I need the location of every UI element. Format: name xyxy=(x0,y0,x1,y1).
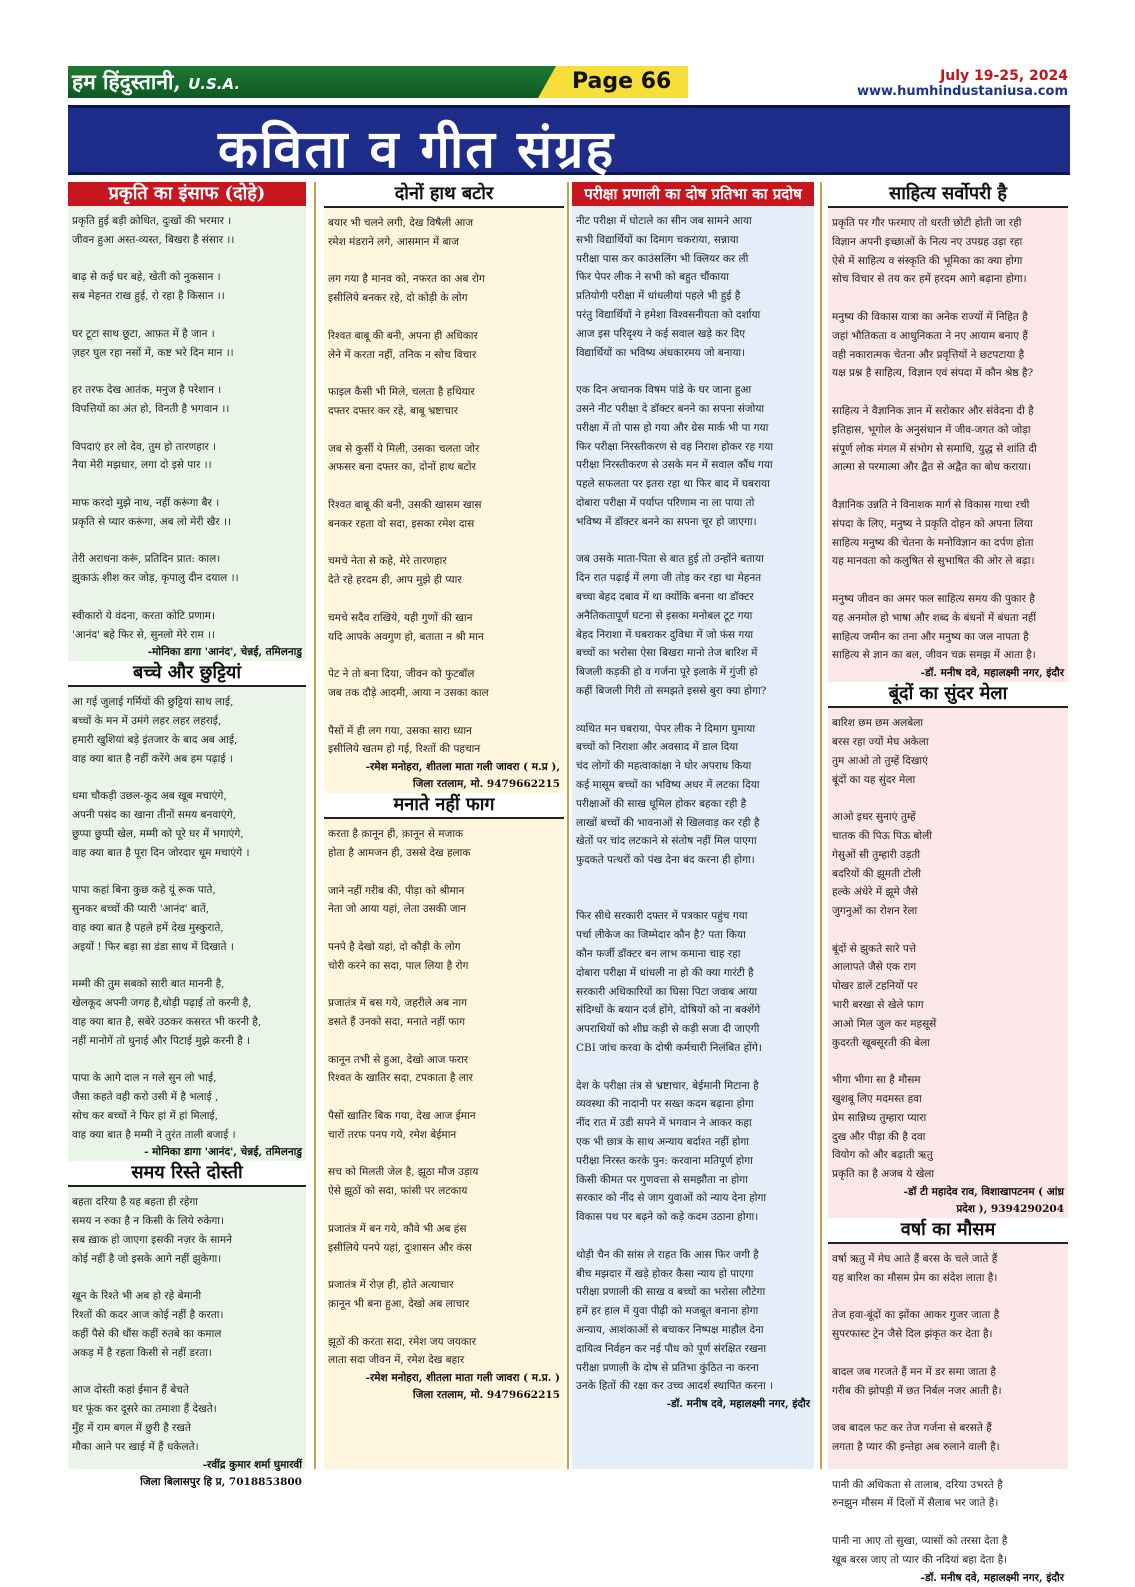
poem-text: बयार भी चलने लगी, देख विषैली आज रमेश मंडराने लगे, आसमान में बाज लग गया है मानव को, नफरत का अब रोग इसीलिये बनकर रहे, दो कोड़ी के लोग रिश्वत बाबू की बनी, अपना ही अधिकार लेने में करता नहीं, तनिक न सोच विचार फाइल कैसी भी मिले, चलता है हथियार दफ्तर दफ्तर कर रहे, बाबू भ्रष्टाचार जब से कुर्सी ये मिली, उसका चलता जोर अफसर बना दफ्तर का, दोनों हाथ बटोर रिश्वत बाबू की बनी, उसकी खासम खास बनकर रहता वो सदा, इसका रमेश दास चमचे नेता से कहे, मेरे तारणहार देते रहे हरदम ही, आप मुझे ही प्यार चमचे सदैव राखिये, यही गुणों की खान यदि आपके अवगुण हो, बताता न श्री मान पेट ने तो बना दिया, जीवन को फुटबॉल जब तक दौड़े आदमी, आया न उसका काल पैसों में ही लग गया, उसका सारा ध्यान इसीलिये खतम हो गई, रिश्तों की पहचान xyxy=(328,217,489,756)
poem-author: -डॉ. मनीष दवे, महालक्ष्मी नगर, इंदौर xyxy=(920,1571,1064,1584)
poem-title: साहित्य सर्वोपरी है xyxy=(828,182,1068,208)
poem-author: -डॉ टी महादेव राव, विशाखापटनम ( आंध्र प्रदेश ), 9394290204 xyxy=(903,1186,1064,1216)
poem-author: -डॉ. मनीष दवे, महालक्ष्मी नगर, इंदौर xyxy=(920,667,1064,680)
column-2 xyxy=(324,182,564,1469)
poem-author: -रवींद्र कुमार शर्मा घुमारवीं जिला बिलासपुर हि प्र, 7018853800 xyxy=(140,1458,302,1488)
poem-author: - मोनिका डागा 'आनंद', चेन्नई, तमिलनाडु xyxy=(144,1146,302,1159)
website-link[interactable]: www.humhindustaniusa.com xyxy=(856,84,1068,99)
masthead-bar xyxy=(68,66,688,98)
column-divider xyxy=(820,182,822,1469)
poem-title: बूंदों का सुंदर मेला xyxy=(828,682,1068,708)
poem-title: बच्चे और छुट्टियां xyxy=(68,661,306,687)
poem-author: -मोनिका डागा 'आनंद', चेन्नई, तमिलनाडु xyxy=(147,646,302,659)
banner-title: कविता व गीत संग्रह xyxy=(218,120,616,180)
masthead-title: हम हिंदुस्तानी, U.S.A. xyxy=(72,69,241,94)
poem-title: वर्षा का मौसम xyxy=(828,1218,1068,1244)
poem-title: परीक्षा प्रणाली का दोष प्रतिभा का प्रदोष xyxy=(572,182,814,206)
poem-title: दोनों हाथ बटोर xyxy=(324,182,564,208)
poem-text: वर्षा ऋतु में मेघ आते हैं बरस के चले जाते हैं यह बारिश का मौसम प्रेम का संदेश लाता है। तेज हवा-बूंदों का झोंका आकर गुजर जाता है सुपरफास्ट ट्रेन जैसे दिल झंकृत कर देता है। बादल जब गरजते हैं मन में डर समा जाता है गरीब की झोपड़ी में छत निर्बल नजर आती है। जब बादल फट कर तेज गर्जना से बरसते हैं लगता है प्यार की इन्तेहा अब रुलाने वाली है। पानी की अधिकता से तालाब, दरिया उभरते है रुनझुन मौसम में दिलों में सैलाब भर जाते है। पानी ना आए तो सुखा, प्यासों को तरसा देता है खूब बरस जाए तो प्यार की नदियां बहा देता है। xyxy=(832,1253,1008,1566)
column-4 xyxy=(828,182,1068,1584)
poem-text: करता है क़ानून ही, क़ानून से मजाक होता है आमजन ही, उससे देख हलाक जाने नहीं गरीब की, पीड़ा को श्रीमान नेता जो आया यहां, लेता उसकी जान पनपे है देखो यहां, दो कौड़ी के लोग चोरी करने का सदा, पाल लिया है रोग प्रजातंत्र में बस गये, जहरीले अब नाग डसते हैं उनको सदा, मनाते नहीं फाग कानून तभी से हुआ, देखो आज फरार रिश्वत के खातिर सदा, टपकाता है लार पैसों खातिर बिक गया, देख आज ईमान चारों तरफ पनप गये, रमेश बेईमान सच को मिलती जेल है, झूठा मौज उड़ाय ऐसे झूठों को सदा, फांसी पर लटकाय प्रजातंत्र में बन गये, कौवे भी अब हंस इसीलिये पनपे यहां, दुःशासन और कंस प्रजातंत्र में रोज़ ही, होते अत्याचार क़ानून भी बना हुआ, देखो अब लाचार झूठों की करता सदा, रमेश जय जयकार लाता सदा जीवन में, रमेश देख बहार xyxy=(328,828,479,1367)
column-divider xyxy=(314,182,316,1469)
masthead-usa: U.S.A. xyxy=(188,75,241,93)
poem-text: बहता दरिया है यह बहता ही रहेगा समय न रुका है न किसी के लिये रुकेगा। सब ख़ाक हो जाएगा इसकी नज़र के सामने कोई नहीं है जो इसके आगे नहीं झुकेगा। खून के रिश्ते भी अब हो रहे बेमानी रिश्तों की कदर आज कोई नहीं है करता। कहीं पैसे की धौंस कहीं रुतबे का कमाल अकड़ में है रहता किसी से नहीं डरता। आज दोस्ती कहां ईमान हैं बेचते घर फूंक कर दूसरे का तमाशा हैं देखते। मुँह में राम बगल में छुरी है रखते मौका आने पर खाई में हैं धकेलते। xyxy=(72,1196,233,1453)
poem-title: समय रिस्ते दोस्ती xyxy=(68,1161,306,1187)
poem-text: प्रकृति पर गौर फरमाए तो धरती छोटी होती जा रही विज्ञान अपनी इच्छाओं के नित्य नए उपग्रह उड़ा रहा ऐसे में साहित्य व संस्कृति की भूमिका का क्या होगा सोच विचार से तय कर हमें हरदम आगे बढ़ाना होगा। मनुष्य की विकास यात्रा का अनेक राज्यों में निहित है जहां भौतिकता व आधुनिकता ने नए आयाम बनाए हैं वही नकारात्मक चेतना और प्रवृत्तियों ने छटपटाया है यक्ष प्रश्न है साहित्य, विज्ञान एवं संपदा में कौन श्रेष्ठ है? साहित्य ने वैज्ञानिक ज्ञान में सरोकार और संवेदना दी है इतिहास, भूगोल के अनुसंधान में जीव-जगत को जोड़ा संपूर्ण लोक मंगल में संभोग से समाधि, युद्ध से शांति दी आत्मा से परमात्मा और द्वैत से अद्वैत का बोध कराया। वैज्ञानिक उन्नति ने विनाशक मार्ग से विकास गाथा रची संपदा के लिए, मनुष्य ने प्रकृति दोहन को अपना लिया साहित्य मनुष्य की चेतना के मनोविज्ञान का दर्पण होता यह मानवता को कलुषित से सुभाषित की ओर ले बढ़ा। मनुष्य जीवन का अमर फल साहित्य समय की पुकार है यह अनमोल हो भाषा और शब्द के बंधनों में बंधता नहीं साहित्य जमीन का तना और मनुष्य का जल नापता है साहित्य से ज्ञान का बल, जीवन चक्र समझ में आता है। xyxy=(832,217,1037,662)
section-banner xyxy=(68,105,1070,180)
poem-text: प्रकृति हुई बड़ी क्रोधित, दुःखों की भरमार । जीवन हुआ अस्त-व्यस्त, बिखरा है संसार ।। बाढ़ से कई घर बहे, खेती को नुकसान । सब मेहनत राख हुई, रो रहा है किसान ।। घर टूटा साथ छूटा, आफ़त में है जान । ज़हर घुल रहा नसों में, कष्ट भरे दिन मान ।। हर तरफ देख आतंक, मनुज है परेशान । विपत्तियों का अंत हो, विनती है भगवान ।। विपदाएं हर लो देव, तुम हो तारणहार । नैया मेरी मझधार, लगा दो इसे पार ।। माफ करदो मुझे नाथ, नहीं करूंगा बैर । प्रकृति से प्यार करूंगा, अब लो मेरी खैर ।। तेरी अराधना करूं, प्रतिदिन प्रात: काल। झुकाऊं शीश कर जोड़, कृपालु दीन दयाल ।। स्वीकारो ये वंदना, करता कोटि प्रणाम। 'आनंद' बहे फिर से, सुनलो मेरे राम ।। xyxy=(72,215,239,641)
poem-text: बारिश छम छम अलबेला बरस रहा ज्यों मेघ अकेला तुम आओ तो तुम्हें दिखाएं बूंदों का यह सुंदर मेला आओ इधर सुनाएं तुम्हें चातक की पिऊ पिऊ बोली गेसुओं सी तुम्हारी उड़ती बदरियों की झूमती टोली हल्के अंधेरे में झूमे जैसे जुगनुओं का रोशन रेला बूंदों से झुकते सारे पत्ते आलापते जैसे एक राग पोखर डालें टहनियों पर भारी बरखा से खेले फाग आओ मिल जुल कर महसूसें कुदरती खूबसूरती की बेला भीगा भीगा सा है मौसम खुशबू लिए मदमस्त हवा प्रेम सान्निध्य तुम्हारा प्यारा दुख और पीड़ा की है दवा वियोग को और बढ़ाती ऋतु प्रकृति का है अजब ये खेला xyxy=(832,717,937,1181)
column-1 xyxy=(68,182,306,1488)
poem-text: नीट परीक्षा में घोटाले का सीन जब सामने आया सभी विद्यार्थियों का दिमाग चकराया, सन्नाया परीक्षा पास कर काउंसलिंग भी क्लियर कर ली फिर पेपर लीक ने सभी को बहुत चौंकाया प्रतियोगी परीक्षा में धांधलीयां पहले भी हुई है परंतु विद्यार्थियों ने हमेशा विश्वसनीयता को दर्शाया आज इस परिदृश्य ने कई सवाल खड़े कर दिए विद्यार्थियों का भविष्य अंधकारमय जो बनाया। एक दिन अचानक विषम पांडे के घर जाना हुआ उसने नीट परीक्षा दे डॉक्टर बनने का सपना संजोया परीक्षा में तो पास हो गया और ग्रेस मार्क भी पा गया फिर परीक्षा निरस्तीकरण से वह निराश होकर रह गया परीक्षा निरस्तीकरण से उसके मन में सवाल कौंध गया पहले सफलता पर इतरा रहा था फिर बाद में घबराया दोबारा परीक्षा में पर्याप्त परिणाम ना ला पाया तो भविष्य में डॉक्टर बनने का सपना चूर हो जाएगा। जब उसके माता-पिता से बात हुई तो उन्होंने बताया दिन रात पढ़ाई में लगा जी तोड़ कर रहा था मेहनत बच्चा बेहद दबाव में था क्योंकि बनना था डॉक्टर अनैतिकतापूर्ण घटना से इसका मनोबल टूट गया बेहद निराशा में घबराकर दुविधा में जो फंस गया बच्चों का भरोसा ऐसा बिखरा मानो तेज बारिश में बिजली कड़की हो व गर्जना पूरे इलाके में गुंजी हो कहीं बिजली गिरी तो समझते इससे बुरा क्या होगा? व्यथित मन घबराया, पेपर लीक ने दिमाग घुमाया बच्चों को निराशा और अवसाद में डाल दिया चंद लोगों की महत्वाकांक्षा ने घोर अपराध किया कई मासूम बच्चों का भविष्य अधर में लटका दिया परीक्षाओं की साख धूमिल होकर बहका रही है लाखों बच्चों की भावनाओं से खिलवाड़ कर रही है खेतों पर चांद लटकाने से संतोष नहीं मिल पाएगा फुदकते पत्थरों को पंख देना बंद करना ही होगा। फिर सीधे सरकारी दफ्तर में पत्रकार पहुंच गया पर्चा लीकेज का जिम्मेदार कौन है? पता किया कौन फर्जी डॉक्टर बन लाभ कमाना चाह रहा दोबारा परीक्षा में धांधली ना हो की क्या गारंटी है सरकारी अधिकारियों का घिसा पिटा जवाब आया संदिग्धों के बयान दर्ज होंगे, दोषियों को ना बक्शेंगे अपराधियों को शीघ्र कड़ी से कड़ी सजा दी जाएगी CBI जांच करवा के दोषी कर्मचारी निलंबित होंगे। देश के परीक्षा तंत्र से भ्रष्टाचार, बेईमानी मिटाना है व्यवस्था की नादानी पर सख्त कदम बढ़ाना होगा नींद रात में उडी सपने में भगवान ने आकर कहा एक भी छात्र के साथ अन्याय बर्दाश्त नहीं होगा परीक्षा निरस्त करके पुन: करवाना मतिपूर्ण होगा किसी कीमत पर गुणवत्ता से समझौता ना होगा सरकार को नींद से जाग युवाओं को न्याय देना होगा विकास पथ पर बढ़ने को कड़े कदम उठाना होगा। थोड़ी चैन की सांस ले राहत कि आस फिर जगी है बीच मझदार में खड़े होकर कैसा न्याय हो पाएगा परीक्षा प्रणाली की साख व बच्चों का भरोसा लौटेगा हमें हर हाल में युवा पीढ़ी को मजबूत बनाना होगा अन्याय, आशंकाओं से बचाकर निष्पक्ष माहौल देना दायित्व निर्वहन कर नई पौध को पूर्ण संरक्षित रखना परीक्षा प्रणाली के दोष से प्रतिभा कुंठित ना करना उनके हितों की रक्षा कर उच्च आदर्श स्थापित करना । xyxy=(576,215,774,1393)
poem-author: -डॉ. मनीष दवे, महालक्ष्मी नगर, इंदौर xyxy=(666,1398,810,1411)
poem-title: मनाते नहीं फाग xyxy=(324,793,564,819)
poem-title: प्रकृति का इंसाफ (दोहे) xyxy=(68,182,306,206)
poem-author: -रमेश मनोहरा, शीतला माता गली जावरा ( म.प्र ), जिला रतलाम, मो. 9479662215 xyxy=(365,761,560,791)
issue-date: July 19-25, 2024 xyxy=(940,68,1068,84)
poem-text: आ गई जुलाई गर्मियों की छुट्टियां साथ लाई, बच्चों के मन में उमंगे लहर लहर लहराई, हमारी खुशियां बड़े इंतजार के बाद अब आई, वाह क्या बात है नहीं करेंगे अब हम पढ़ाई । धमा चौकड़ी उछल-कूद अब खूब मचाएंगे, अपनी पसंद का खाना तीनों समय बनवाएंगे, छुप्पा छुप्पी खेल, मम्मी को पूरे घर में भगाएंगे, वाह क्या बात है पूरा दिन जोरदार धूम मचाएंगे । पापा कहां बिना कुछ कहे यूं रूक पाते, सुनकर बच्चों की प्यारी 'आनंद' बातें, वाह क्या बात है पहले हमें देख मुस्कुराते, अइयों ! फिर बड़ा सा डंडा साथ में दिखाते । मम्मी की तुम सबको सारी बात माननी है, खेलकूद अपनी जगह है,थोड़ी पढ़ाई तो करनी है, वाह क्या बात है, सबेरे उठकर कसरत भी करनी है, नहीं मानोगें तो धुनाई और पिटाई मुझे करनी है । पापा के आगे दाल न गले सुन लो भाई, जैसा कहते वही करो उसी में है भलाई , सोच कर बच्चों ने फिर हां में हां मिलाई, वाह क्या बात है मम्मी ने तुरंत ताली बजाई । xyxy=(72,696,262,1141)
column-divider xyxy=(567,182,569,1469)
column-3 xyxy=(572,182,814,1469)
page-number: Page 66 xyxy=(572,69,672,94)
poem-author: -रमेश मनोहरा, शीतला माता गली जावरा ( म.प्र. ) जिला रतलाम, मो. 9479662215 xyxy=(365,1372,560,1402)
